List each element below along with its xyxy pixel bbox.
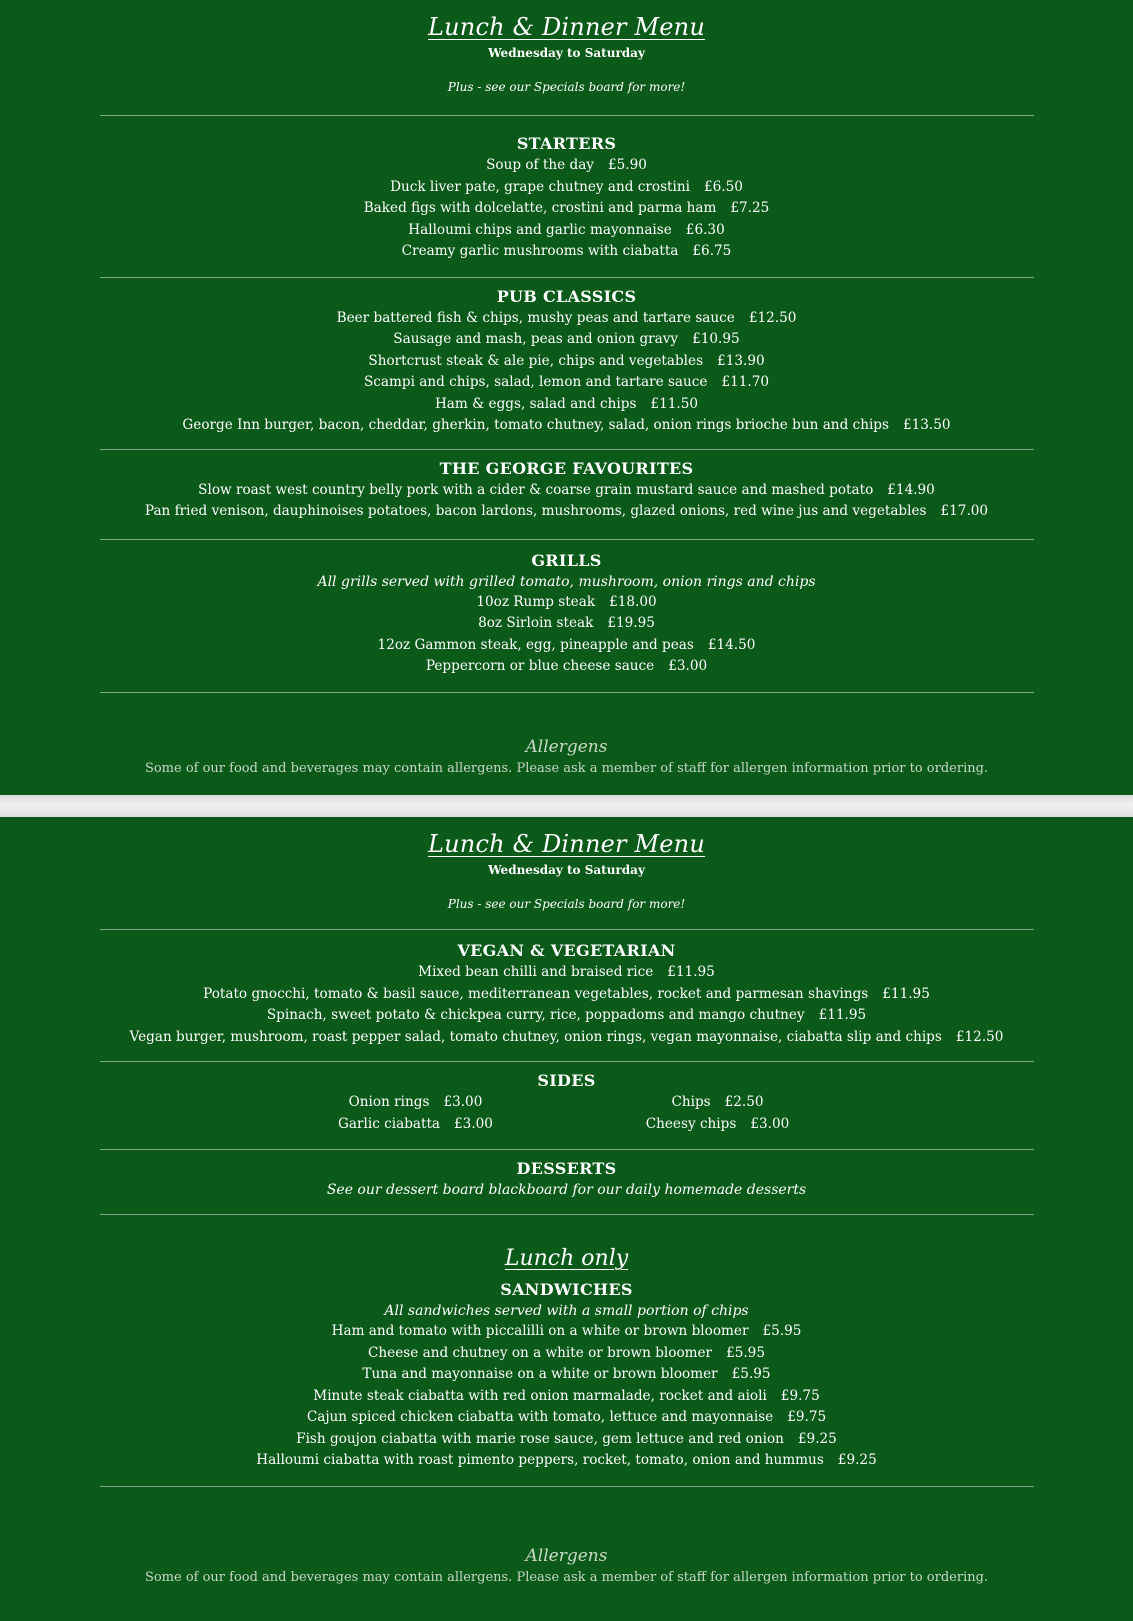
item-name: Chips — [671, 1094, 711, 1110]
menu-item — [265, 1114, 567, 1136]
item-price: £5.95 — [726, 1344, 765, 1361]
item-price: £14.90 — [887, 481, 935, 498]
item-price: £3.00 — [750, 1115, 790, 1132]
item-price: £6.50 — [703, 178, 743, 195]
menu-item — [0, 480, 1133, 502]
section-title: THE GEORGE FAVOURITES — [439, 458, 694, 478]
item-name: Minute steak ciabatta with red onion marmalade, rocket and aioli — [313, 1387, 767, 1404]
item-name: Cajun spiced chicken ciabatta with tomato, lettuce and mayonnaise — [306, 1409, 774, 1425]
item-name: Cheese and chutney on a white or brown bloomer — [368, 1344, 713, 1361]
menu-item — [0, 656, 1133, 678]
item-name: Mixed bean chilli and braised rice — [418, 964, 654, 980]
item-name: Spinach, sweet potato & chickpea curry, rice, poppadoms and mango chutney — [266, 1007, 805, 1023]
item-price: £12.50 — [748, 309, 797, 326]
item-price: £3.00 — [668, 658, 708, 674]
section-sandwiches — [0, 1279, 1133, 1472]
menu-item — [567, 1092, 869, 1114]
menu-item — [0, 308, 1133, 330]
item-price: £11.95 — [818, 1007, 867, 1023]
allergens-title: Allergens — [525, 1545, 608, 1566]
item-price: £11.95 — [667, 964, 715, 980]
menu-item — [0, 1364, 1133, 1386]
item-price: £14.50 — [707, 636, 756, 653]
item-price: £5.95 — [762, 1323, 802, 1339]
item-price: £9.25 — [837, 1452, 877, 1468]
item-price: £9.75 — [787, 1409, 827, 1425]
item-name: Sausage and mash, peas and onion gravy — [393, 331, 679, 347]
menu-item — [0, 177, 1133, 199]
section-george-favourites — [0, 458, 1133, 523]
item-name: 8oz Sirloin steak — [478, 615, 594, 631]
menu-item — [0, 1005, 1133, 1027]
menu-title: Lunch & Dinner Menu — [428, 13, 705, 41]
menu-page-1 — [0, 0, 1133, 795]
item-name: Beer battered fish & chips, mushy peas and tartare sauce — [336, 309, 735, 326]
menu-days: Wednesday to Saturday — [488, 46, 645, 60]
item-price: £5.90 — [607, 157, 647, 173]
menu-item — [0, 415, 1133, 437]
item-price: £6.30 — [685, 221, 725, 238]
menu-days: Wednesday to Saturday — [488, 863, 645, 877]
section-pub-classics — [0, 286, 1133, 437]
menu-item — [0, 394, 1133, 416]
section-desserts — [0, 1158, 1133, 1200]
item-name: Tuna and mayonnaise on a white or brown bloomer — [362, 1366, 718, 1382]
item-name: Potato gnocchi, tomato & basil sauce, mediterranean vegetables, rocket and parmesan shavings — [203, 985, 869, 1002]
item-name: Halloumi chips and garlic mayonnaise — [408, 221, 672, 238]
section-title: SANDWICHES — [500, 1280, 633, 1299]
menu-item — [0, 592, 1133, 614]
item-price: £18.00 — [609, 593, 657, 610]
item-name: Ham and tomato with piccalilli on a white or brown bloomer — [331, 1323, 749, 1339]
item-price: £7.25 — [730, 200, 770, 216]
item-name: 12oz Gammon steak, egg, pineapple and peas — [377, 636, 694, 653]
section-vegan-vegetarian — [0, 940, 1133, 1048]
menu-item — [0, 1027, 1133, 1049]
allergens-text: Some of our food and beverages may contain allergens. Please ask a member of staff for allergen information prior to ordering. — [144, 1569, 989, 1585]
item-name: Scampi and chips, salad, lemon and tartare sauce — [363, 374, 708, 390]
item-price: £11.50 — [650, 395, 699, 412]
menu-item — [0, 984, 1133, 1006]
specials-note: Plus - see our Specials board for more! — [447, 80, 686, 94]
item-price: £9.75 — [780, 1387, 820, 1404]
specials-note: Plus - see our Specials board for more! — [447, 897, 686, 911]
section-description: All sandwiches served with a small portion of chips — [384, 1303, 749, 1319]
item-price: £11.70 — [721, 374, 770, 390]
item-name: 10oz Rump steak — [476, 593, 596, 610]
item-name: Onion rings — [348, 1094, 430, 1110]
item-name: Halloumi ciabatta with roast pimento peppers, rocket, tomato, onion and hummus — [256, 1452, 824, 1468]
item-name: Soup of the day — [486, 157, 594, 173]
menu-item — [0, 241, 1133, 263]
menu-item — [0, 1386, 1133, 1408]
section-title: VEGAN & VEGETARIAN — [457, 941, 676, 960]
item-name: Pan fried venison, dauphinoises potatoes, bacon lardons, mushrooms, glazed onions, red wine jus and vegetables — [144, 503, 927, 519]
menu-page-2 — [0, 817, 1133, 1621]
item-price: £9.25 — [797, 1430, 837, 1447]
section-title: PUB CLASSICS — [496, 286, 637, 306]
menu-item — [0, 1407, 1133, 1429]
item-price: £13.50 — [902, 417, 951, 433]
page-separator — [0, 795, 1133, 817]
menu-item — [0, 329, 1133, 351]
item-price: £3.00 — [454, 1115, 493, 1132]
menu-item — [0, 1429, 1133, 1451]
menu-item — [0, 220, 1133, 242]
item-name: Duck liver pate, grape chutney and crostini — [390, 178, 690, 195]
item-name: Baked figs with dolcelatte, crostini and parma ham — [363, 200, 717, 216]
menu-item — [567, 1114, 869, 1136]
item-name: Shortcrust steak & ale pie, chips and vegetables — [368, 352, 704, 369]
item-price: £19.95 — [607, 615, 655, 631]
item-name: Ham & eggs, salad and chips — [434, 395, 637, 412]
section-sides — [0, 1070, 1133, 1135]
item-price: £10.95 — [692, 331, 740, 347]
section-title: DESSERTS — [516, 1159, 617, 1178]
section-description: See our dessert board blackboard for our daily homemade desserts — [326, 1182, 807, 1198]
section-title: GRILLS — [531, 550, 602, 570]
section-title: STARTERS — [516, 134, 617, 153]
menu-item — [0, 501, 1133, 523]
item-price: £11.95 — [882, 985, 930, 1002]
item-name: Fish goujon ciabatta with marie rose sauce, gem lettuce and red onion — [296, 1430, 784, 1447]
menu-item — [0, 155, 1133, 177]
item-name: Slow roast west country belly pork with a cider & coarse grain mustard sauce and mashed potato — [198, 481, 874, 498]
section-grills — [0, 550, 1133, 678]
menu-item — [265, 1092, 567, 1114]
menu-item — [0, 635, 1133, 657]
menu-item — [0, 613, 1133, 635]
item-price: £17.00 — [940, 503, 989, 519]
menu-title: Lunch & Dinner Menu — [428, 830, 705, 858]
item-name: Peppercorn or blue cheese sauce — [425, 658, 655, 674]
menu-item — [0, 962, 1133, 984]
allergens-title: Allergens — [525, 736, 608, 757]
menu-item — [0, 372, 1133, 394]
menu-item — [0, 1450, 1133, 1472]
item-name: Creamy garlic mushrooms with ciabatta — [401, 243, 679, 259]
item-price: £3.00 — [443, 1094, 483, 1110]
item-name: Cheesy chips — [645, 1115, 737, 1132]
sides-grid — [265, 1092, 869, 1135]
item-name: Garlic ciabatta — [338, 1115, 441, 1132]
item-price: £6.75 — [692, 243, 732, 259]
section-title: SIDES — [537, 1071, 596, 1090]
item-name: George Inn burger, bacon, cheddar, gherkin, tomato chutney, salad, onion rings brioche bun and chips — [182, 417, 889, 433]
section-description: All grills served with grilled tomato, mushroom, onion rings and chips — [317, 573, 816, 590]
menu-item — [0, 198, 1133, 220]
item-price: £12.50 — [955, 1028, 1004, 1045]
menu-item — [0, 1343, 1133, 1365]
lunch-only-heading: Lunch only — [504, 1246, 629, 1271]
item-name: Vegan burger, mushroom, roast pepper salad, tomato chutney, onion rings, vegan mayonnaise, ciabatta slip and chips — [129, 1028, 942, 1045]
allergens-text: Some of our food and beverages may contain allergens. Please ask a member of staff for allergen information prior to ordering. — [144, 760, 989, 776]
menu-item — [0, 1321, 1133, 1343]
menu-item — [0, 351, 1133, 373]
section-starters — [0, 133, 1133, 263]
item-price: £2.50 — [724, 1094, 764, 1110]
item-price: £13.90 — [717, 352, 765, 369]
item-price: £5.95 — [731, 1366, 771, 1382]
